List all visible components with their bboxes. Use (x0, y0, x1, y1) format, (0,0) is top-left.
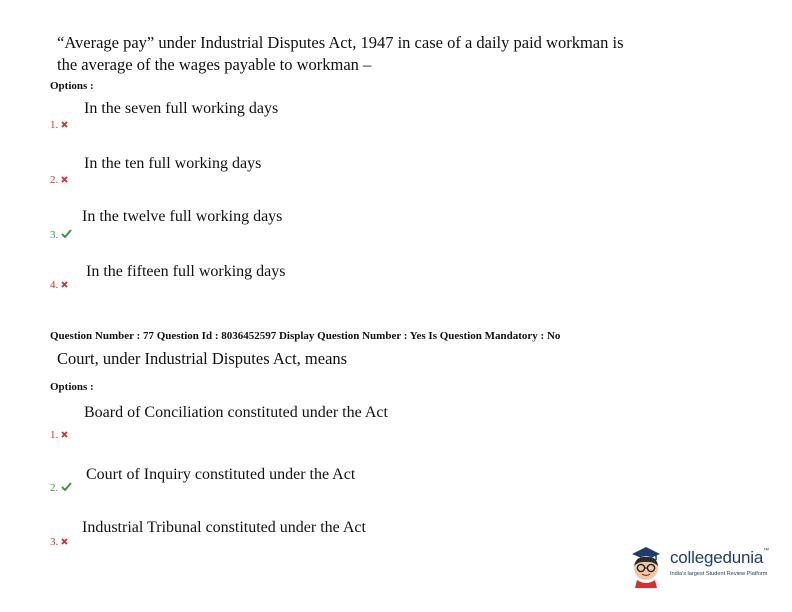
cross-icon (61, 536, 68, 548)
check-icon (61, 482, 72, 494)
collegedunia-logo (626, 542, 776, 590)
q1-option-2-text: In the ten full working days (84, 155, 262, 172)
q1-option-3-marker (50, 229, 72, 241)
logo-name: collegedunia (670, 548, 764, 567)
q2-option-3-text: Industrial Tribunal constituted under the Act (82, 519, 366, 536)
q1-option-1-marker (50, 119, 68, 131)
option-number: 1. (50, 119, 59, 131)
q1-option-3-text: In the twelve full working days (82, 208, 283, 225)
q2-option-1-text: Board of Conciliation constituted under the Act (84, 404, 388, 421)
q2-option-2-text: Court of Inquiry constituted under the Act (86, 466, 356, 483)
mascot-icon (626, 542, 668, 588)
question-2-text: Court, under Industrial Disputes Act, means (57, 349, 348, 368)
q1-option-1-text: In the seven full working days (84, 100, 279, 117)
logo-wordmark (670, 548, 769, 568)
cross-icon (61, 429, 68, 441)
question-1-text-line-1: “Average pay” under Industrial Disputes Act, 1947 in case of a daily paid workman is (57, 33, 624, 52)
question-1-options-label: Options : (50, 80, 94, 92)
cross-icon (61, 279, 68, 291)
question-1-text-line-2: the average of the wages payable to workman – (57, 55, 372, 74)
q2-option-1-marker (50, 429, 68, 441)
q1-option-4-text: In the fifteen full working days (86, 263, 286, 280)
trademark-icon: ™ (763, 548, 769, 554)
q1-option-2-marker (50, 174, 68, 186)
logo-tagline: India's largest Student Review Platform (670, 571, 768, 577)
option-number: 1. (50, 429, 59, 441)
option-number: 3. (50, 229, 59, 241)
q2-option-2-marker (50, 482, 72, 494)
option-number: 3. (50, 536, 59, 548)
question-2-meta: Question Number : 77 Question Id : 8036452597 Display Question Number : Yes Is Question Mandatory : No (50, 330, 561, 342)
cross-icon (61, 174, 68, 186)
q1-option-4-marker (50, 279, 68, 291)
option-number: 2. (50, 174, 59, 186)
cross-icon (61, 119, 68, 131)
check-icon (61, 229, 72, 241)
question-2-options-label: Options : (50, 381, 94, 393)
option-number: 4. (50, 279, 59, 291)
q2-option-3-marker (50, 536, 68, 548)
option-number: 2. (50, 482, 59, 494)
